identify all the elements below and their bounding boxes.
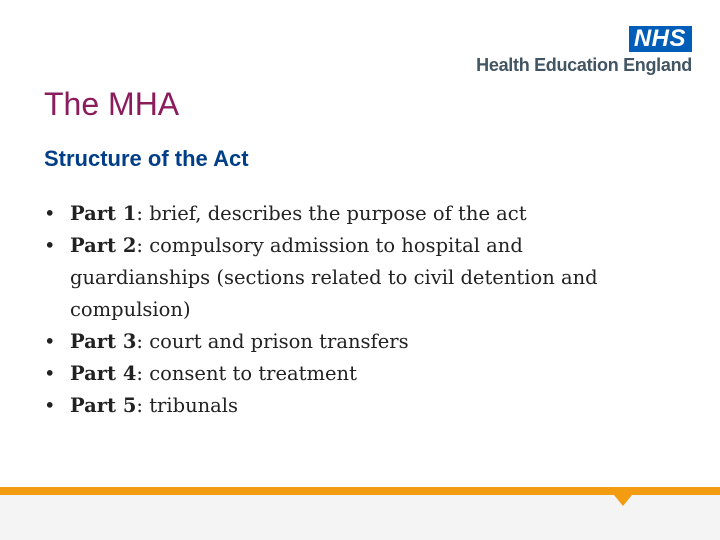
part-description: : court and prison transfers [136, 330, 409, 353]
slide-subtitle: Structure of the Act [44, 146, 249, 171]
slide-title: The MHA [44, 86, 180, 122]
part-description: : tribunals [136, 394, 239, 417]
footer-accent-bar [0, 487, 720, 495]
bullet-icon: • [44, 394, 56, 417]
footer-notch-icon [614, 495, 632, 506]
part-description: : consent to treatment [136, 362, 357, 385]
nhs-badge: NHS [629, 26, 692, 52]
part-label: Part 1 [70, 202, 137, 225]
bullet-item [44, 326, 664, 358]
bullet-item [44, 390, 664, 422]
organisation-name: Health Education England [476, 55, 692, 75]
part-description: : brief, describes the purpose of the act [136, 202, 527, 225]
bullet-icon: • [44, 234, 56, 257]
bullet-item [44, 358, 664, 390]
part-label: Part 2 [70, 234, 137, 257]
bullet-item [44, 198, 664, 230]
nhs-logo [476, 26, 692, 76]
part-label: Part 4 [70, 362, 137, 385]
part-description: : compulsory admission to hospital and guardianships (sections related to civil detention and compulsion) [70, 234, 598, 321]
part-label: Part 3 [70, 330, 137, 353]
bullet-list [44, 198, 664, 422]
part-label: Part 5 [70, 394, 137, 417]
bullet-item [44, 230, 664, 326]
bullet-icon: • [44, 330, 56, 353]
bullet-icon: • [44, 202, 56, 225]
bullet-icon: • [44, 362, 56, 385]
footer-band [0, 495, 720, 540]
